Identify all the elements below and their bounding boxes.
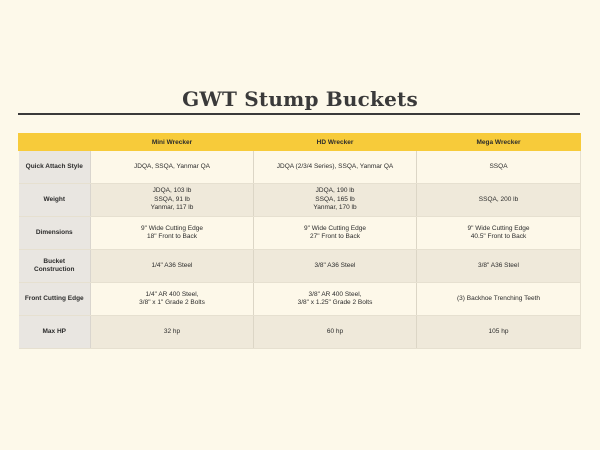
cell-mini-wrecker bbox=[91, 217, 254, 250]
row-label: Bucket Construction bbox=[19, 250, 91, 283]
title-underline bbox=[18, 113, 580, 115]
cell-line: 9" Wide Cutting Edge bbox=[141, 224, 203, 232]
cell-line: 1/4" AR 400 Steel, bbox=[145, 290, 199, 298]
cell-line: (3) Backhoe Trenching Teeth bbox=[457, 294, 540, 302]
cell-line: Yanmar, 170 lb bbox=[313, 204, 357, 212]
cell-line: SSQA, 200 lb bbox=[478, 195, 519, 203]
cell-mini-wrecker bbox=[91, 151, 254, 184]
row-label: Weight bbox=[19, 184, 91, 217]
cell-line: JDQA (2/3/4 Series), SSQA, Yanmar QA bbox=[276, 162, 394, 170]
cell-mega-wrecker bbox=[417, 184, 581, 217]
cell-line: 105 hp bbox=[488, 327, 509, 335]
cell-line: 9" Wide Cutting Edge bbox=[304, 224, 366, 232]
table-row bbox=[19, 250, 581, 283]
cell-hd-wrecker bbox=[254, 316, 417, 349]
header-row bbox=[19, 134, 581, 151]
cell-mega-wrecker bbox=[417, 316, 581, 349]
cell-line: 27" Front to Back bbox=[310, 233, 360, 240]
cell-mega-wrecker bbox=[417, 283, 581, 316]
header-hd-wrecker: HD Wrecker bbox=[254, 134, 417, 151]
cell-line: 1/4" A36 Steel bbox=[151, 261, 193, 269]
cell-mega-wrecker bbox=[417, 151, 581, 184]
cell-hd-wrecker bbox=[254, 184, 417, 217]
table-row bbox=[19, 283, 581, 316]
cell-line: SSQA bbox=[489, 162, 508, 170]
cell-mini-wrecker bbox=[91, 283, 254, 316]
cell-line: 3/8" AR 400 Steel, bbox=[308, 290, 362, 298]
cell-line: 3/8" x 1.25" Grade 2 Bolts bbox=[297, 299, 373, 306]
header-mega-wrecker: Mega Wrecker bbox=[417, 134, 581, 151]
cell-line: 3/8" A36 Steel bbox=[314, 261, 356, 269]
cell-hd-wrecker bbox=[254, 151, 417, 184]
cell-hd-wrecker bbox=[254, 250, 417, 283]
cell-mini-wrecker bbox=[91, 250, 254, 283]
table-row bbox=[19, 184, 581, 217]
table-row bbox=[19, 217, 581, 250]
cell-line: JDQA, 190 lb bbox=[315, 187, 355, 195]
cell-line: 18" Front to Back bbox=[147, 233, 197, 240]
cell-hd-wrecker bbox=[254, 217, 417, 250]
table-row bbox=[19, 151, 581, 184]
cell-line: 9" Wide Cutting Edge bbox=[467, 224, 530, 232]
cell-mini-wrecker bbox=[91, 184, 254, 217]
cell-line: Yanmar, 117 lb bbox=[150, 204, 194, 212]
row-label: Max HP bbox=[19, 316, 91, 349]
cell-mega-wrecker bbox=[417, 250, 581, 283]
cell-line: 3/8" x 1" Grade 2 Bolts bbox=[139, 299, 205, 306]
table-row bbox=[19, 316, 581, 349]
header-corner bbox=[19, 134, 91, 151]
page-title: GWT Stump Buckets bbox=[182, 87, 418, 111]
row-label: Front Cutting Edge bbox=[19, 283, 91, 316]
cell-line: 60 hp bbox=[326, 327, 344, 335]
cell-line: 40.5" Front to Back bbox=[470, 233, 527, 240]
row-label: Dimensions bbox=[19, 217, 91, 250]
cell-line: JDQA, SSQA, Yanmar QA bbox=[134, 162, 210, 170]
cell-line: 3/8" A36 Steel bbox=[478, 261, 519, 269]
cell-line: 32 hp bbox=[163, 327, 181, 335]
cell-line: SSQA, 91 lb bbox=[154, 195, 190, 203]
header-mini-wrecker: Mini Wrecker bbox=[91, 134, 254, 151]
row-label: Quick Attach Style bbox=[19, 151, 91, 184]
cell-line: SSQA, 165 lb bbox=[315, 195, 355, 203]
cell-line: JDQA, 103 lb bbox=[152, 187, 192, 195]
cell-hd-wrecker bbox=[254, 283, 417, 316]
cell-mini-wrecker bbox=[91, 316, 254, 349]
spec-table bbox=[18, 133, 581, 349]
cell-mega-wrecker bbox=[417, 217, 581, 250]
